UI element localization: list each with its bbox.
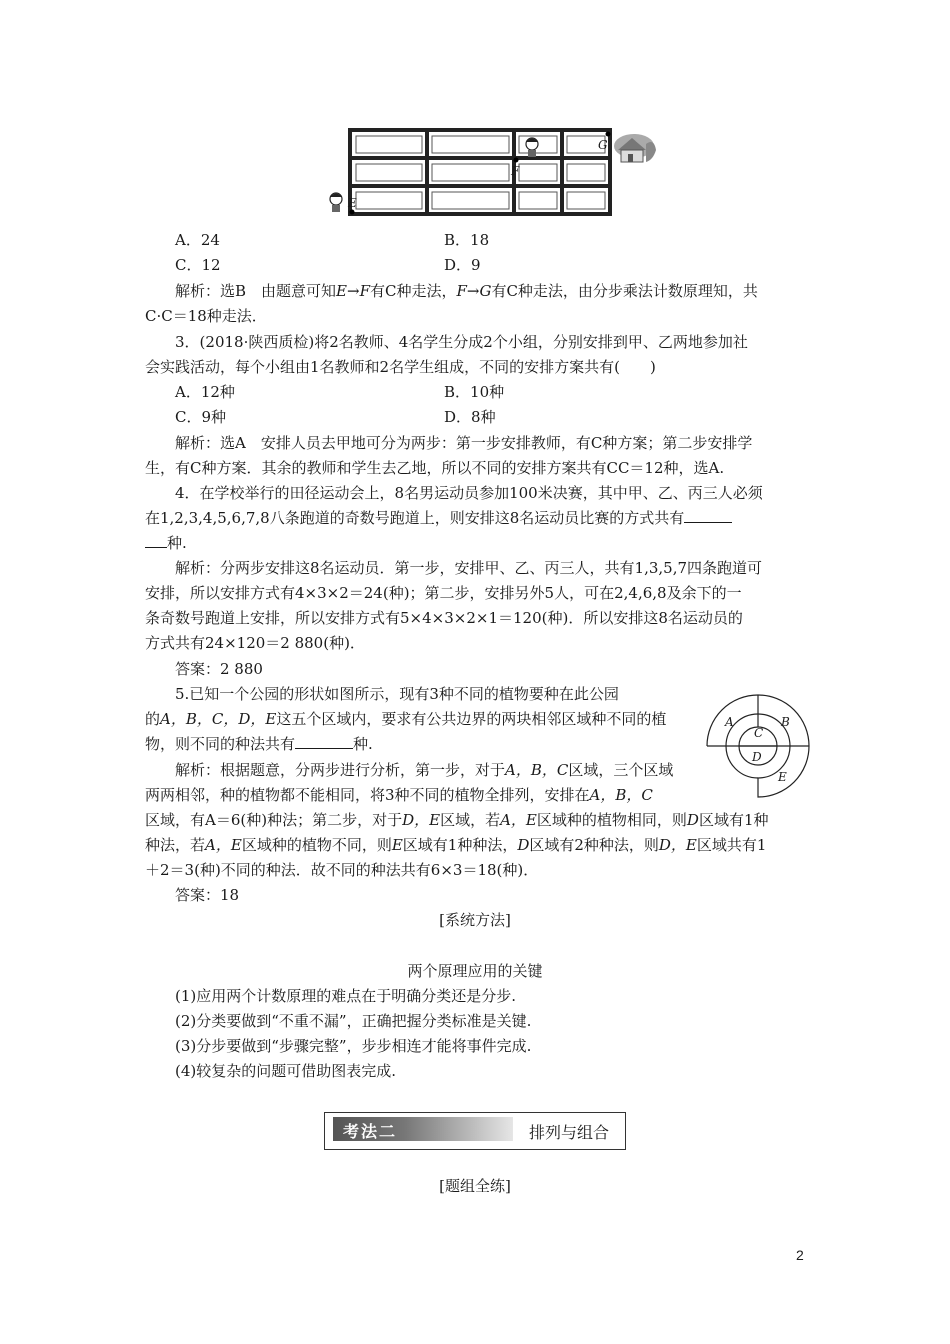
region-d-label: D	[752, 750, 762, 764]
label-g: G	[598, 138, 608, 152]
q3-analysis-line2: 生，有C种方案．其余的教师和学生去乙地，所以不同的安排方案共有CC＝12种，选A.	[145, 459, 725, 477]
practice-heading: [题组全练]	[439, 1177, 511, 1195]
q2-option-a: A．24	[175, 231, 220, 249]
q2-option-b: B．18	[444, 231, 490, 249]
park-diagram	[703, 688, 813, 803]
q3-option-b: B．10种	[444, 383, 505, 401]
q5-stem-line3: 物，则不同的种法共有 种.	[145, 735, 373, 753]
q4-answer: 答案：2 880	[175, 660, 263, 678]
region-e-label: E	[778, 770, 787, 784]
q5-analysis-line1: 解析：根据题意，分两步进行分析，第一步，对于A，B，C区域，三个区域	[175, 761, 674, 779]
region-a-label: A	[725, 715, 734, 729]
q2-option-c: C．12	[175, 256, 221, 274]
section-tag: 考法二	[333, 1117, 513, 1141]
q2-option-d: D．9	[444, 256, 481, 274]
q4-analysis-line3: 条奇数号跑道上安排，所以安排方式有5×4×3×2×1＝120(种)．所以安排这8名运动员的	[145, 609, 743, 627]
page-number: 2	[796, 1247, 804, 1263]
answer-blank	[295, 734, 353, 749]
q3-option-d: D．8种	[444, 408, 496, 426]
house-icon	[614, 134, 656, 162]
answer-blank	[145, 533, 167, 548]
method-point-2: (2)分类要做到“不重不漏”，正确把握分类标准是关键.	[175, 1012, 532, 1030]
q2-analysis-line1: 解析：选B 由题意可知E→F有C种走法，F→G有C种走法，由分步乘法计数原理知，共	[175, 282, 758, 300]
q5-analysis-line4: 种法，若A，E区域种的植物不同，则E区域有1种种法，D区域有2种种法，则D，E区域共有1	[145, 836, 767, 854]
q4-analysis-line4: 方式共有24×120＝2 880(种)．	[145, 634, 365, 652]
q4-analysis-line1: 解析：分两步安排这8名运动员．第一步，安排甲、乙、丙三人，共有1,3,5,7四条跑道可	[175, 559, 763, 577]
q3-stem-line2: 会实践活动，每个小组由1名教师和2名学生组成，不同的安排方案共有( )	[145, 358, 656, 376]
street-grid-diagram	[320, 122, 670, 222]
region-b-label: B	[781, 715, 790, 729]
q5-stem-line2: 的A，B，C，D，E这五个区域内，要求有公共边界的两块相邻区域种不同的植	[145, 710, 667, 728]
label-e: E	[348, 196, 357, 210]
q2-analysis-line2: C·C＝18种走法．	[145, 307, 267, 325]
q3-stem-line1: 3．(2018·陕西质检)将2名教师、4名学生分成2个小组，分别安排到甲、乙两地参加社	[175, 333, 748, 351]
q5-analysis-line5: ＋2＝3(种)不同的种法．故不同的种法共有6×3＝18(种)．	[145, 861, 539, 879]
method-heading: [系统方法]	[439, 911, 511, 929]
q4-analysis-line2: 安排，所以安排方式有4×3×2＝24(种)；第二步，安排另外5人，可在2,4,6,8及余下的一	[145, 584, 742, 602]
q5-stem-line1: 5.已知一个公园的形状如图所示，现有3种不同的植物要种在此公园	[175, 685, 619, 703]
method-point-4: (4)较复杂的问题可借助图表完成.	[175, 1062, 397, 1080]
street-grid-figure	[320, 122, 670, 222]
q3-option-c: C．9种	[175, 408, 227, 426]
section-header-box	[324, 1112, 626, 1150]
q4-stem-line1: 4．在学校举行的田径运动会上，8名男运动员参加100米决赛，其中甲、乙、丙三人必须	[175, 484, 763, 502]
answer-blank	[684, 508, 732, 523]
q3-analysis-line1: 解析：选A 安排人员去甲地可分为两步：第一步安排教师，有C种方案；第二步安排学	[175, 434, 753, 452]
q5-analysis-line3: 区域，有A＝6(种)种法；第二步，对于D，E区域，若A，E区域种的植物相同，则D区域有1种	[145, 811, 769, 829]
label-f: F	[511, 164, 520, 178]
method-title: 两个原理应用的关键	[407, 962, 543, 980]
q4-stem-line2: 在1,2,3,4,5,6,7,8八条跑道的奇数号跑道上，则安排这8名运动员比赛的方式共有	[145, 507, 732, 529]
park-regions-diagram	[703, 688, 813, 803]
method-point-1: (1)应用两个计数原理的难点在于明确分类还是分步.	[175, 987, 517, 1005]
q5-analysis-line2: 两两相邻，种的植物都不能相同，将3种不同的植物全排列，安排在A，B，C	[145, 786, 653, 804]
person-e-icon	[330, 193, 342, 212]
section-label: 排列与组合	[529, 1123, 610, 1142]
q5-answer: 答案：18	[175, 886, 240, 904]
method-point-3: (3)分步要做到“步骤完整”，步步相连才能将事件完成.	[175, 1037, 532, 1055]
q3-option-a: A．12种	[175, 383, 235, 401]
q4-stem-line3: 种.	[145, 532, 187, 554]
region-c-label: C	[754, 726, 764, 740]
